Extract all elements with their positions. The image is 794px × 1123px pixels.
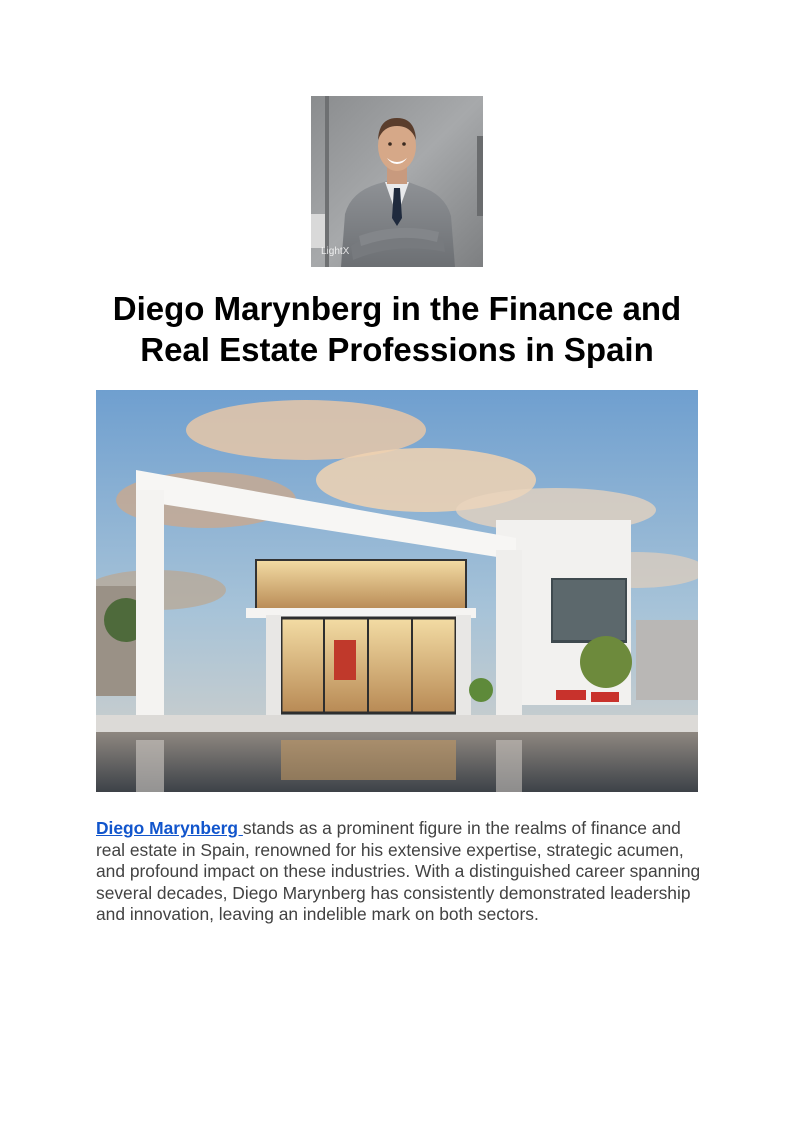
page-title: Diego Marynberg in the Finance and Real Estate Professions in Spain <box>112 290 682 368</box>
author-portrait <box>311 96 483 267</box>
author-link[interactable]: Diego Marynberg <box>96 818 243 838</box>
watermark-logo: LightX <box>321 246 350 257</box>
intro-paragraph <box>96 818 706 926</box>
intro-text: stands as a prominent figure in the realms of finance and real estate in Spain, renowned for his extensive expertise, strategic acumen, and profound impact on these industries. With a distinguished career spanning several decades, Diego Marynberg has consistently demonstrated leadership and innovation, leaving an indelible mark on both sectors. <box>96 818 701 925</box>
modern-villa-photo <box>96 390 698 792</box>
